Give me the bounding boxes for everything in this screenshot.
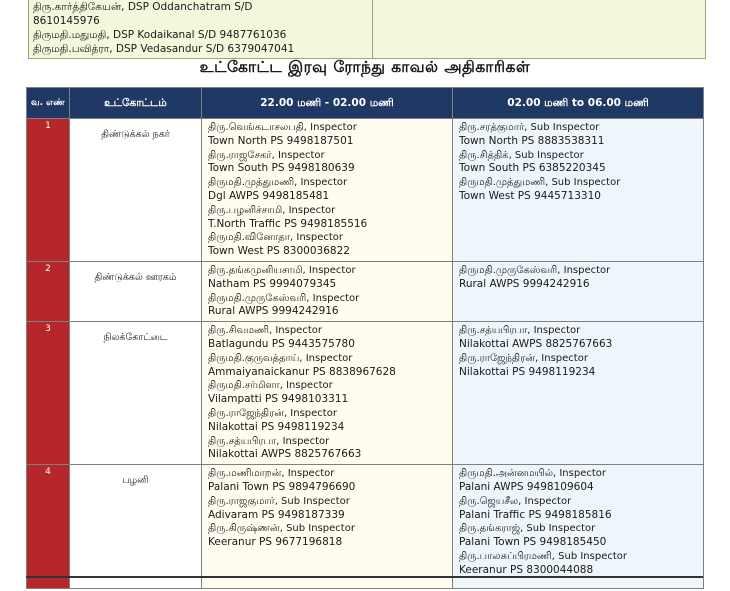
officer-name: திரு.சரத்குமார், Sub Inspector bbox=[459, 122, 600, 133]
dsp-contact-line: திருமதி.மதுமதி, DSP Kodaikanal S/D 9487761036 bbox=[33, 29, 287, 41]
officer-station-phone: Town South PS 9498180639 bbox=[208, 162, 355, 175]
division-name: திண்டுக்கல் ஊரகம் bbox=[70, 261, 202, 321]
serial-number: 3 bbox=[27, 322, 70, 465]
officer-station-phone: Nilakottai PS 9498119234 bbox=[208, 420, 345, 433]
dsp-contact-list bbox=[29, 0, 373, 58]
officer-station-phone: Nilakottai AWPS 8825767663 bbox=[208, 448, 362, 461]
officer-station-phone: Nilakottai AWPS 8825767663 bbox=[459, 337, 613, 350]
serial-number: 1 bbox=[27, 119, 70, 262]
empty-cell bbox=[373, 0, 705, 58]
dsp-contact-line: திரு.கார்த்திகேயன், DSP Oddanchatram S/D bbox=[33, 1, 253, 13]
slot-1-officers bbox=[202, 465, 453, 589]
officer-station-phone: Rural AWPS 9994242916 bbox=[208, 305, 339, 318]
officer-name: திரு.பாலசுப்பிரமணி, Sub Inspector bbox=[459, 550, 627, 562]
division-name: பழனி bbox=[70, 465, 202, 589]
serial-number: 2 bbox=[27, 261, 70, 321]
officer-name: திரு.ராஜகுமார், Sub Inspector bbox=[208, 495, 350, 507]
officer-station-phone: Town West PS 8300036822 bbox=[208, 245, 350, 258]
officer-station-phone: Vilampatti PS 9498103311 bbox=[208, 393, 349, 406]
division-name: நிலக்கோட்டை bbox=[70, 322, 202, 465]
officer-name: திரு.தங்கராஜ், Sub Inspector bbox=[459, 523, 596, 535]
officer-station-phone: Palani Town PS 9894796690 bbox=[208, 480, 356, 493]
officer-name: திருமதி.முத்துமணி, Sub Inspector bbox=[459, 177, 621, 189]
patrol-officers-table bbox=[26, 87, 704, 589]
officer-station-phone: Palani Town PS 9498185450 bbox=[459, 536, 607, 549]
officer-name: திருமதி.வினோதா, Inspector bbox=[208, 232, 344, 244]
officer-station-phone: Dgl AWPS 9498185481 bbox=[208, 189, 330, 202]
slot-2-officers bbox=[453, 465, 704, 589]
officer-name: திரு.ஜெயசீல, Inspector bbox=[459, 495, 572, 507]
header-division: உட்கோட்டம் bbox=[70, 88, 202, 119]
officer-station-phone: Town South PS 6385220345 bbox=[459, 162, 606, 175]
slot-2-officers bbox=[453, 322, 704, 465]
officer-station-phone: Palani AWPS 9498109604 bbox=[459, 480, 594, 493]
slot-1-officers bbox=[202, 322, 453, 465]
officer-station-phone: T.North Traffic PS 9498185516 bbox=[208, 217, 368, 230]
officer-station-phone: Natham PS 9994079345 bbox=[208, 277, 337, 290]
header-slot-2: 02.00 மணி to 06.00 மணி bbox=[453, 88, 704, 119]
slot-2-officers bbox=[453, 119, 704, 262]
slot-1-officers bbox=[202, 119, 453, 262]
table-row bbox=[27, 322, 704, 465]
dsp-contact-box bbox=[28, 0, 706, 59]
officer-name: திரு.கிருஷ்ணன், Sub Inspector bbox=[208, 523, 355, 535]
header-serial-no: வ. எண் bbox=[27, 88, 70, 119]
officer-name: திருமதி.முருகேஸ்வரி, Inspector bbox=[459, 264, 611, 276]
divider bbox=[26, 576, 703, 578]
officer-name: திரு.ராஜேந்திரன், Inspector bbox=[208, 407, 337, 419]
officer-name: திரு.தங்கமுனியசாமி, Inspector bbox=[208, 264, 356, 276]
officer-name: திரு.ராஜசேகர், Inspector bbox=[208, 149, 325, 161]
slot-2-officers bbox=[453, 261, 704, 321]
page-title: உட்கோட்ட இரவு ரோந்து காவல் அதிகாரிகள் bbox=[199, 58, 531, 76]
table-header-row bbox=[27, 88, 704, 119]
table-row bbox=[27, 119, 704, 262]
serial-number: 4 bbox=[27, 465, 70, 589]
officer-station-phone: Town North PS 8883538311 bbox=[459, 134, 605, 147]
officer-name: திரு.ராஜேந்திரன், Inspector bbox=[459, 352, 588, 364]
dsp-contact-line: 8610145976 bbox=[33, 15, 100, 27]
officer-name: திரு.பழனிச்சாமி, Inspector bbox=[208, 204, 336, 216]
officer-name: திருமதி.குருவத்தாய், Inspector bbox=[208, 352, 353, 364]
officer-station-phone: Town West PS 9445713310 bbox=[459, 189, 601, 202]
officer-name: திருமதி.முத்துமணி, Inspector bbox=[208, 177, 348, 189]
division-name: திண்டுக்கல் நகர் bbox=[70, 119, 202, 262]
officer-station-phone: Adivaram PS 9498187339 bbox=[208, 508, 345, 521]
officer-name: திரு.சத்யபிரபா, Inspector bbox=[208, 435, 330, 447]
officer-station-phone: Keeranur PS 8300044088 bbox=[459, 563, 594, 576]
officer-name: திரு.வெங்கடாசலபதி, Inspector bbox=[208, 122, 357, 133]
officer-station-phone: Town North PS 9498187501 bbox=[208, 134, 354, 147]
officer-name: திருமதி.சர்மிளா, Inspector bbox=[208, 380, 333, 392]
officer-station-phone: Nilakottai PS 9498119234 bbox=[459, 365, 596, 378]
officer-name: திரு.சிவமணி, Inspector bbox=[208, 325, 322, 337]
officer-station-phone: Keeranur PS 9677196818 bbox=[208, 536, 343, 549]
officer-name: திரு.சத்யபிரபா, Inspector bbox=[459, 325, 581, 337]
header-slot-1: 22.00 மணி - 02.00 மணி bbox=[202, 88, 453, 119]
officer-station-phone: Palani Traffic PS 9498185816 bbox=[459, 508, 612, 521]
slot-1-officers bbox=[202, 261, 453, 321]
officer-station-phone: Ammaiyanaickanur PS 8838967628 bbox=[208, 365, 396, 378]
officer-station-phone: Rural AWPS 9994242916 bbox=[459, 277, 590, 290]
officer-name: திரு.மணிமாறன், Inspector bbox=[208, 468, 335, 480]
officer-name: திரு.சித்திக், Sub Inspector bbox=[459, 149, 584, 161]
table-row bbox=[27, 465, 704, 589]
dsp-contact-line: திருமதி.பவித்ரா, DSP Vedasandur S/D 6379047041 bbox=[33, 43, 295, 55]
officer-station-phone: Batlagundu PS 9443575780 bbox=[208, 337, 355, 350]
table-row bbox=[27, 261, 704, 321]
officer-name: திருமதி.முருகேஸ்வரி, Inspector bbox=[208, 292, 360, 304]
officer-name: திருமதி.அன்னமயில், Inspector bbox=[459, 468, 607, 480]
